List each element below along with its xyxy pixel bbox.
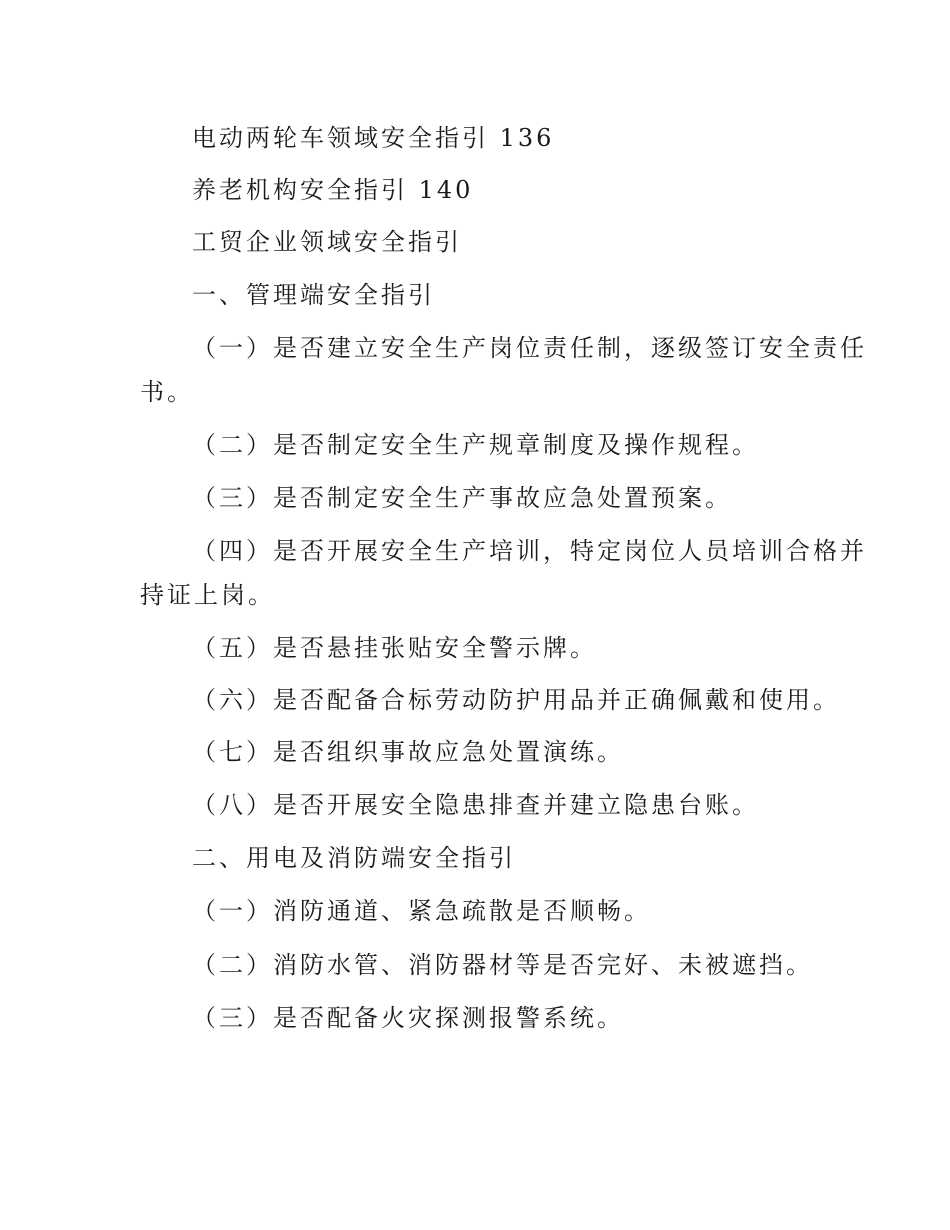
part1-item-1-line2: 书。 bbox=[140, 378, 194, 406]
part1-item-1-line1: （一）是否建立安全生产岗位责任制，逐级签订安全责任 bbox=[192, 334, 867, 362]
part1-item-5: （五）是否悬挂张贴安全警示牌。 bbox=[192, 634, 597, 662]
toc-entry-electric-bikes: 电动两轮车领域安全指引 136 bbox=[192, 124, 555, 152]
part2-item-2: （二）消防水管、消防器材等是否完好、未被遮挡。 bbox=[192, 951, 813, 979]
part2-heading: 二、用电及消防端安全指引 bbox=[192, 844, 516, 872]
section-title: 工贸企业领域安全指引 bbox=[192, 228, 462, 256]
part1-item-4-line2: 持证上岗。 bbox=[140, 581, 275, 609]
part1-heading: 一、管理端安全指引 bbox=[192, 281, 435, 309]
part1-item-4-line1: （四）是否开展安全生产培训，特定岗位人员培训合格并 bbox=[192, 537, 867, 565]
part1-item-7: （七）是否组织事故应急处置演练。 bbox=[192, 738, 624, 766]
part2-item-3: （三）是否配备火灾探测报警系统。 bbox=[192, 1004, 624, 1032]
part1-item-3: （三）是否制定安全生产事故应急处置预案。 bbox=[192, 484, 732, 512]
toc-entry-elderly-care: 养老机构安全指引 140 bbox=[192, 176, 474, 204]
part1-item-8: （八）是否开展安全隐患排查并建立隐患台账。 bbox=[192, 791, 759, 819]
part2-item-1: （一）消防通道、紧急疏散是否顺畅。 bbox=[192, 897, 651, 925]
part1-item-2: （二）是否制定安全生产规章制度及操作规程。 bbox=[192, 431, 759, 459]
part1-item-6: （六）是否配备合标劳动防护用品并正确佩戴和使用。 bbox=[192, 686, 840, 714]
